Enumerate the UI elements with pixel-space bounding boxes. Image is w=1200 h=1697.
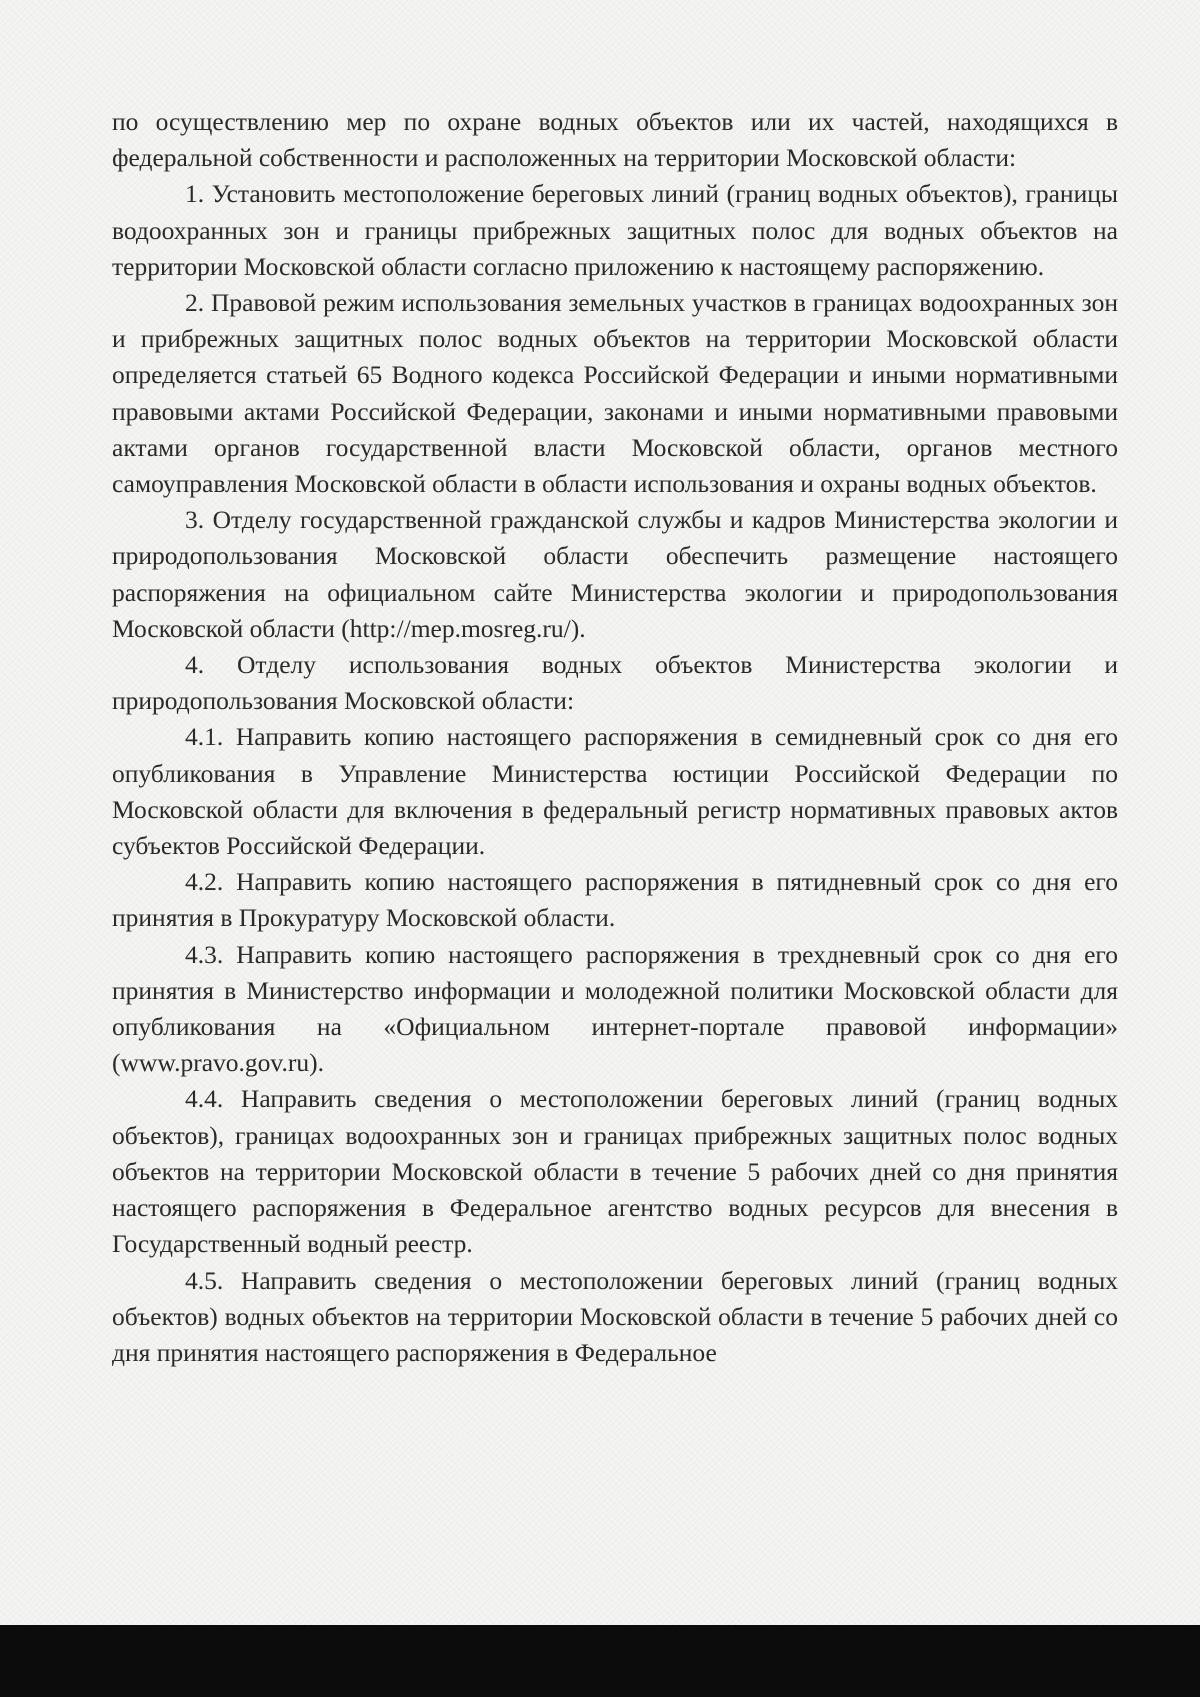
scan-bottom-edge [0,1625,1200,1697]
paragraph-item-4-5: 4.5. Направить сведения о местоположении береговых линий (границ водных объектов) водных объектов на территории Московской области в течение 5 рабочих дней со дня принятия настоящего распоряжения в Федеральное [112,1265,1118,1367]
paragraph-item-3: 3. Отделу государственной гражданской службы и кадров Министерства экологии и природопользования Московской области обеспечить размещение настоящего распоряжения на официальном сайте Министерства экологии и природопользования Московской области (http://mep.mosreg.ru/). [112,505,1118,643]
paragraph-item-4-4: 4.4. Направить сведения о местоположении береговых линий (границ водных объектов), границах водоохранных зон и границах прибрежных защитных полос водных объектов на территории Московской области в течение 5 рабочих дней со дня принятия настоящего распоряжения в Федеральное агентство водных ресурсов для внесения в Государственный водный реестр. [112,1084,1118,1259]
paragraph-item-4-1: 4.1. Направить копию настоящего распоряжения в семидневный срок со дня его опубликования в Управление Министерства юстиции Российской Федерации по Московской области для включения в федеральный регистр нормативных правовых актов субъектов Российской Федерации. [112,722,1118,861]
paragraph-item-4: 4. Отделу использования водных объектов Министерства экологии и природопользования Московской области: [112,650,1118,716]
paragraph-item-2: 2. Правовой режим использования земельных участков в границах водоохранных зон и прибрежных защитных полос водных объектов на территории Московской области определяется статьей 65 Водного кодекса Российской Федерации и иными нормативными правовыми актами Российской Федерации, законами и иными нормативными правовыми актами органов государственной власти Московской области, органов местного самоуправления Московской области в области использования и охраны водных объектов. [112,288,1118,499]
paragraph-item-4-3: 4.3. Направить копию настоящего распоряжения в трехдневный срок со дня его принятия в Министерство информации и молодежной политики Московской области для опубликования на «Официальном интернет-портале правовой информации» (www.pravo.gov.ru). [112,939,1118,1078]
document-body [112,104,1118,1371]
paragraph-item-1: 1. Установить местоположение береговых линий (границ водных объектов), границы водоохранных зон и границы прибрежных защитных полос для водных объектов на территории Московской области согласно приложению к настоящему распоряжению. [112,179,1118,281]
paragraph-item-4-2: 4.2. Направить копию настоящего распоряжения в пятидневный срок со дня его принятия в Прокуратуру Московской области. [112,867,1118,933]
paragraph-intro: по осуществлению мер по охране водных объектов или их частей, находящихся в федеральной собственности и расположенных на территории Московской области: [112,107,1118,173]
